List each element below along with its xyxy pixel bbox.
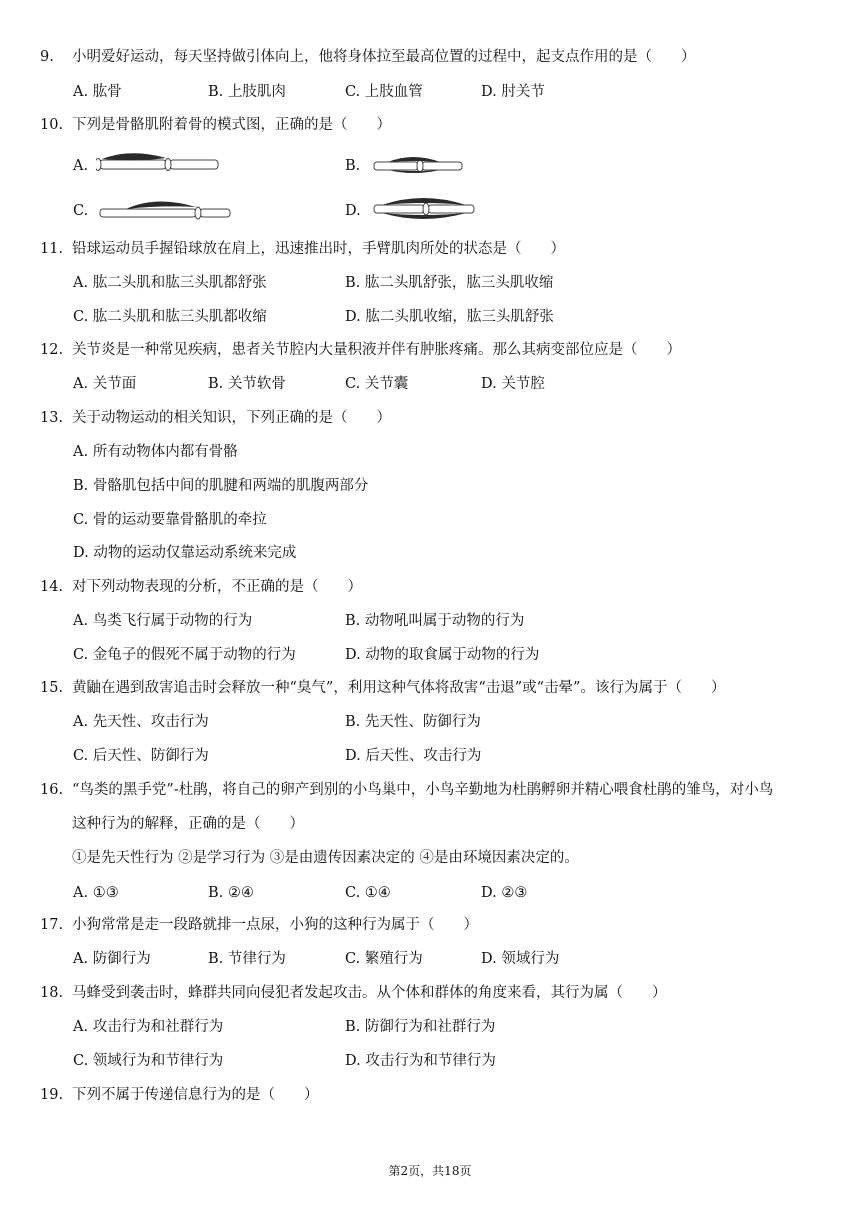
option-b[interactable]: B. 上肢肌肉: [208, 84, 286, 100]
question-text: 下列不属于传递信息行为的是（ ）: [72, 1087, 319, 1103]
option-a[interactable]: A. 所有动物体内都有骨骼: [73, 444, 238, 460]
option-a[interactable]: A. ①③: [73, 885, 119, 901]
question-number: 17.: [40, 917, 64, 933]
question-number: 15.: [40, 680, 64, 696]
option-d[interactable]: D. 动物的运动仅靠运动系统来完成: [73, 545, 297, 561]
option-a[interactable]: A. 肱二头肌和肱三头肌都舒张: [73, 275, 267, 291]
option-c[interactable]: C. 繁殖行为: [345, 951, 423, 967]
question-number: 14.: [40, 579, 64, 595]
option-d[interactable]: D. 肘关节: [481, 84, 545, 100]
question-number: 19.: [40, 1087, 64, 1103]
muscle-diagram-b: [368, 150, 468, 180]
question-number: 12.: [40, 342, 64, 358]
option-c[interactable]: C. 领域行为和节律行为: [73, 1053, 224, 1069]
question-number: 9.: [40, 49, 54, 65]
question-text: 小明爱好运动，每天坚持做引体向上，他将身体拉至最高位置的过程中，起支点作用的是（ ）: [72, 49, 696, 65]
question-text: 关节炎是一种常见疾病，患者关节腔内大量积液并伴有肿胀疼痛。那么其病变部位应是（ ）: [72, 342, 681, 358]
option-c[interactable]: C. 骨的运动要靠骨骼肌的牵拉: [73, 512, 267, 528]
option-b[interactable]: B. ②④: [208, 885, 254, 901]
option-b[interactable]: B. 动物吼叫属于动物的行为: [345, 613, 525, 629]
option-c[interactable]: C.: [73, 203, 89, 219]
option-d[interactable]: D. 后天性、攻击行为: [345, 748, 482, 764]
muscle-diagram-a: [96, 148, 221, 178]
option-d[interactable]: D. 关节腔: [481, 376, 545, 392]
question-text: 黄鼬在遇到敌害追击时会释放一种“臭气”，利用这种气体将敌害“击退”或“击晕”。该行为属于（ ）: [72, 680, 726, 696]
option-a[interactable]: A. 肱骨: [73, 84, 122, 100]
option-b[interactable]: B. 关节软骨: [208, 376, 286, 392]
option-d[interactable]: D. 动物的取食属于动物的行为: [345, 647, 540, 663]
question-text: 对下列动物表现的分析，不正确的是（ ）: [72, 579, 362, 595]
option-c[interactable]: C. ①④: [345, 885, 391, 901]
option-b[interactable]: B.: [345, 158, 361, 174]
page-footer: 第2页，共18页: [388, 1164, 472, 1178]
question-number: 11.: [40, 241, 64, 257]
statement-list: ①是先天性行为 ②是学习行为 ③是由遗传因素决定的 ④是由环境因素决定的。: [72, 850, 579, 866]
option-c[interactable]: C. 后天性、防御行为: [73, 748, 209, 764]
option-c[interactable]: C. 上肢血管: [345, 84, 423, 100]
question-text-continued: 这种行为的解释，正确的是（ ）: [72, 816, 304, 832]
question-number: 10.: [40, 117, 64, 133]
question-number: 18.: [40, 985, 64, 1001]
question-text: “鸟类的黑手党”-杜鹃，将自己的卵产到别的小鸟巢中，小鸟辛勤地为杜鹃孵卵并精心喂食杜鹃的雏鸟，对小鸟: [72, 782, 774, 798]
option-c[interactable]: C. 肱二头肌和肱三头肌都收缩: [73, 309, 267, 325]
option-b[interactable]: B. 节律行为: [208, 951, 286, 967]
question-number: 16.: [40, 782, 64, 798]
muscle-diagram-c: [96, 193, 236, 223]
option-a[interactable]: A. 攻击行为和社群行为: [73, 1019, 224, 1035]
option-c[interactable]: C. 金龟子的假死不属于动物的行为: [73, 647, 296, 663]
option-a[interactable]: A. 鸟类飞行属于动物的行为: [73, 613, 253, 629]
question-text: 关于动物运动的相关知识，下列正确的是（ ）: [72, 410, 391, 426]
option-d[interactable]: D. 领域行为: [481, 951, 560, 967]
muscle-diagram-d: [368, 193, 480, 223]
option-d[interactable]: D. 肱二头肌收缩，肱三头肌舒张: [345, 309, 554, 325]
option-b[interactable]: B. 防御行为和社群行为: [345, 1019, 496, 1035]
question-number: 13.: [40, 410, 64, 426]
option-a[interactable]: A. 关节面: [73, 376, 137, 392]
option-d[interactable]: D.: [345, 203, 361, 219]
option-d[interactable]: D. 攻击行为和节律行为: [345, 1053, 496, 1069]
option-d[interactable]: D. ②③: [481, 885, 528, 901]
question-text: 小狗常常是走一段路就排一点尿，小狗的这种行为属于（ ）: [72, 917, 478, 933]
option-a[interactable]: A. 防御行为: [73, 951, 151, 967]
option-a[interactable]: A. 先天性、攻击行为: [73, 714, 209, 730]
option-b[interactable]: B. 骨骼肌包括中间的肌腱和两端的肌腹两部分: [73, 478, 369, 494]
option-a[interactable]: A.: [73, 158, 89, 174]
question-text: 马蜂受到袭击时，蜂群共同向侵犯者发起攻击。从个体和群体的角度来看，其行为属（ ）: [72, 985, 667, 1001]
option-b[interactable]: B. 肱二头肌舒张，肱三头肌收缩: [345, 275, 554, 291]
question-text: 下列是骨骼肌附着骨的模式图，正确的是（ ）: [72, 117, 391, 133]
option-b[interactable]: B. 先天性、防御行为: [345, 714, 481, 730]
option-c[interactable]: C. 关节囊: [345, 376, 409, 392]
question-text: 铅球运动员手握铅球放在肩上，迅速推出时，手臂肌肉所处的状态是（ ）: [72, 241, 565, 257]
